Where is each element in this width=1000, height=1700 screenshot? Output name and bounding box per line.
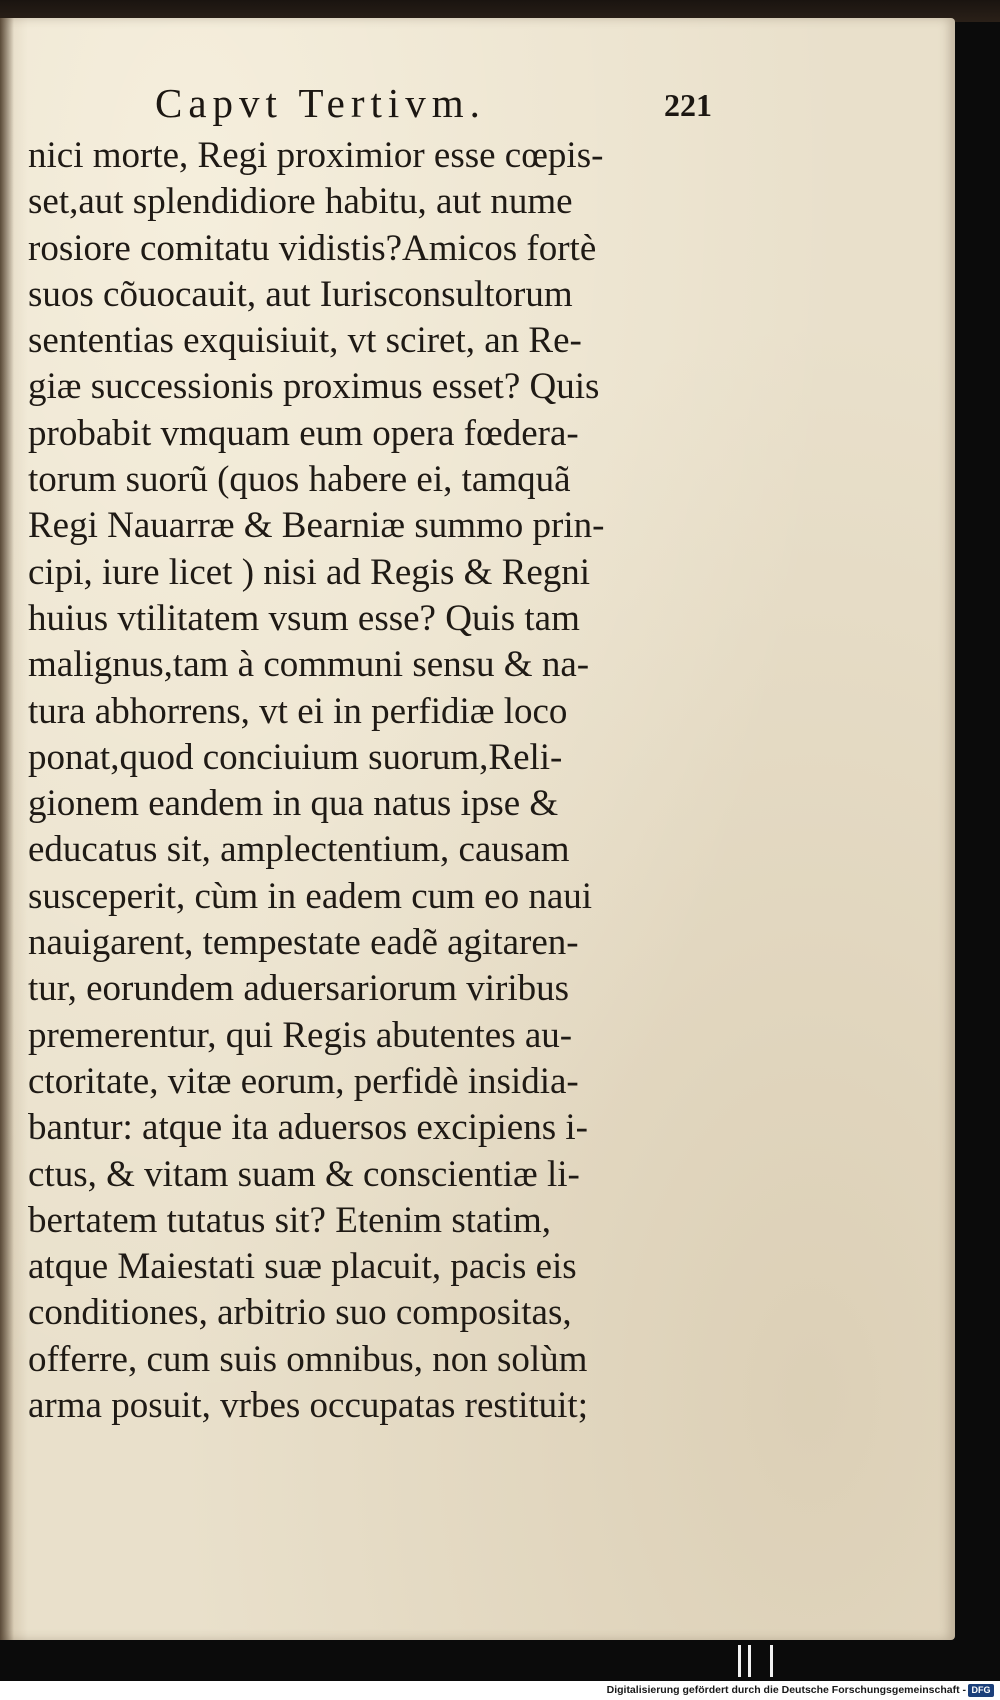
text-line: bantur: atque ita aduersos excipiens i-: [28, 1107, 588, 1149]
text-line: susceperit, cùm in eadem cum eo naui: [28, 875, 593, 917]
page-number: 221: [664, 87, 712, 123]
scan-ruler-mark: [770, 1645, 773, 1677]
text-line: offerre, cum suis omnibus, non solùm: [28, 1338, 588, 1380]
text-line: tur, eorundem aduersariorum viribus: [28, 968, 570, 1010]
text-line: sententias exquisiuit, vt sciret, an Re-: [28, 320, 582, 362]
body-text: [28, 133, 718, 1429]
text-line: bertatem tutatus sit? Etenim statim,: [28, 1199, 552, 1241]
text-line: probabit vmquam eum opera fœdera-: [28, 412, 579, 454]
text-line: premerentur, qui Regis abutentes au-: [28, 1014, 573, 1056]
text-line: set,aut splendidiore habitu, aut nume: [28, 181, 573, 223]
scan-ruler-mark: [738, 1645, 741, 1677]
funding-credit: Digitalisierung gefördert durch die Deutsche Forschungsgemeinschaft -: [606, 1684, 966, 1696]
text-line: ctus, & vitam suam & conscientiæ li-: [28, 1153, 580, 1195]
text-line: arma posuit, vrbes occupatas restituit;: [28, 1385, 588, 1427]
text-line: conditiones, arbitrio suo compositas,: [28, 1292, 572, 1334]
text-line: ponat,quod conciuium suorum,Reli-: [28, 736, 563, 778]
text-line: ctoritate, vitæ eorum, perfidè insidia-: [28, 1060, 579, 1102]
running-header: Capvt Tertivm.: [155, 80, 486, 126]
text-line: suos cõuocauit, aut Iurisconsultorum: [28, 273, 573, 315]
text-line: gionem eandem in qua natus ipse &: [28, 783, 559, 825]
text-line: educatus sit, amplectentium, causam: [28, 829, 570, 871]
text-line: cipi, iure licet ) nisi ad Regis & Regni: [28, 551, 591, 593]
text-line: Regi Nauarræ & Bearniæ summo prin-: [28, 505, 605, 547]
text-line: huius vtilitatem vsum esse? Quis tam: [28, 597, 580, 639]
text-line: torum suorũ (quos habere ei, tamquã: [28, 459, 571, 501]
page-gutter-shadow: [0, 18, 14, 1640]
scan-ruler-mark: [748, 1645, 751, 1677]
text-line: rosiore comitatu vidistis?Amicos fortè: [28, 227, 597, 269]
text-line: giæ successionis proximus esset? Quis: [28, 366, 600, 408]
text-line: atque Maiestati suæ placuit, pacis eis: [28, 1246, 577, 1288]
text-line: nauigarent, tempestate eadẽ agitaren-: [28, 922, 579, 964]
text-line: nici morte, Regi proximior esse cœpis-: [28, 135, 604, 176]
text-line: malignus,tam à communi sensu & na-: [28, 644, 590, 686]
text-line: tura abhorrens, vt ei in perfidiæ loco: [28, 690, 568, 732]
dfg-logo: DFG: [968, 1684, 994, 1697]
